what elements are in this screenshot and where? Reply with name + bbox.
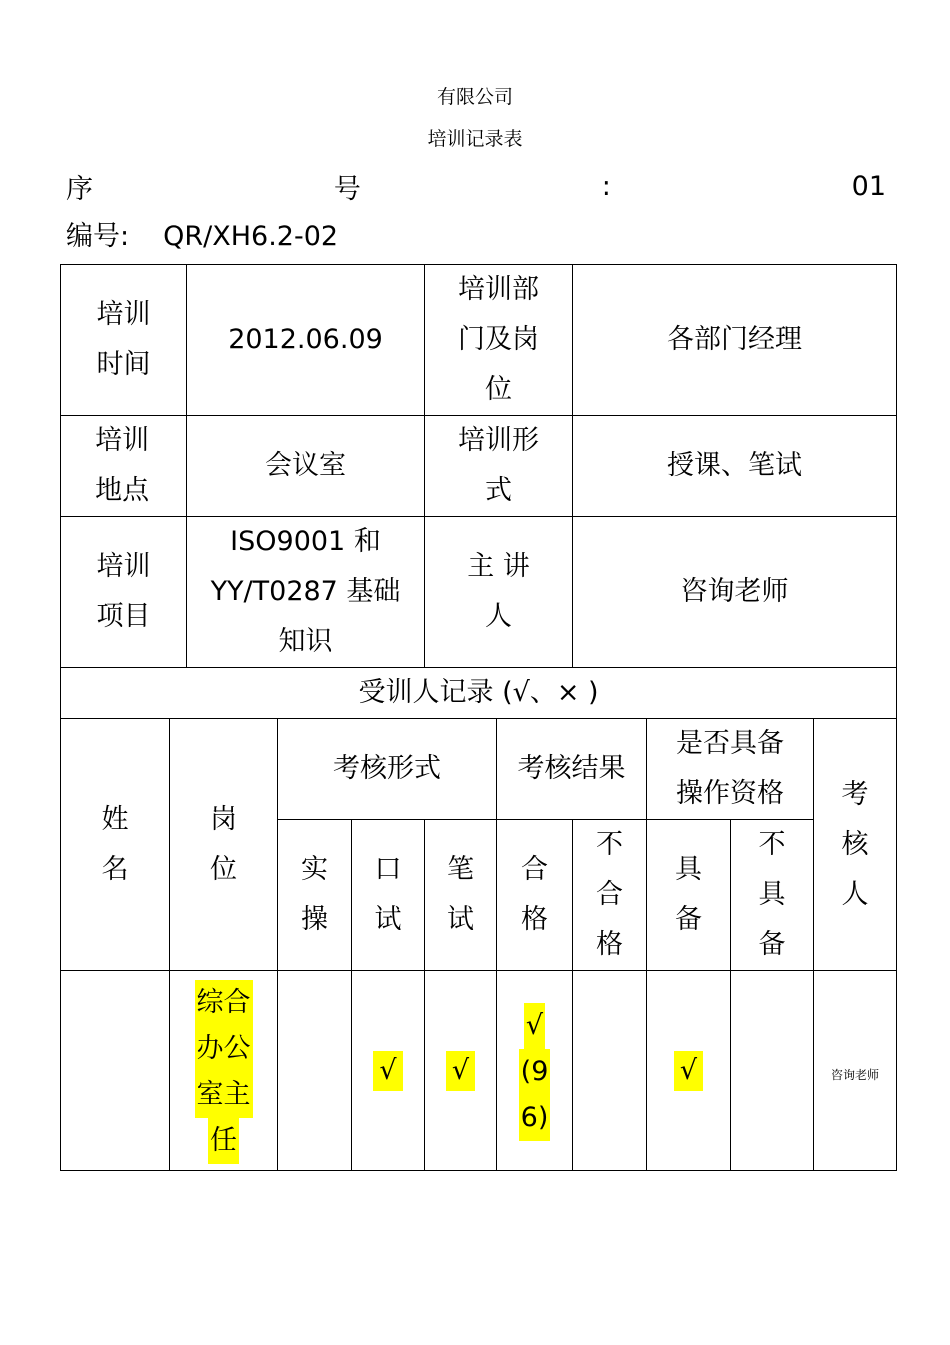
oral-header-cell (352, 820, 425, 971)
fail-header-cell (573, 820, 647, 971)
trainee-position-line-2: 办公 (195, 1026, 253, 1072)
training-form-label: 培训形式 (458, 425, 540, 506)
training-place-value: 会议室 (265, 450, 346, 481)
oral-header: 口试 (374, 854, 402, 935)
form-title: 培训记录表 (427, 128, 523, 150)
serial-label-1: 序 (66, 173, 93, 205)
name-header-cell (61, 719, 170, 971)
qualified-yes-header: 具备 (675, 854, 703, 935)
training-form-value: 授课、笔试 (667, 450, 803, 481)
training-project-value: ISO9001 和 YY/T0287 基础知识 (210, 526, 401, 657)
training-dept-label: 培训部门及岗位 (458, 274, 540, 405)
training-dept-value: 各部门经理 (667, 324, 803, 355)
pass-mark (519, 1003, 551, 1141)
qualified-yes-header-cell (647, 820, 731, 971)
lecturer-value: 咨询老师 (680, 576, 789, 607)
examiner-header-cell (814, 719, 897, 971)
serial-label-2: 号 (333, 173, 361, 205)
lecturer-label-cell (425, 517, 573, 668)
info-row-place (61, 416, 897, 517)
trainee-position-cell (170, 971, 278, 1171)
trainee-name-cell (61, 971, 170, 1171)
training-time-label-cell (61, 265, 187, 416)
training-place-value-cell (187, 416, 425, 517)
fail-header: 不合格 (596, 829, 624, 960)
qualified-no-header: 不具备 (758, 829, 786, 960)
written-header: 笔试 (447, 854, 475, 935)
fail-mark-cell (573, 971, 647, 1171)
pass-mark-line-1: √ (524, 1003, 545, 1049)
info-row-time (61, 265, 897, 416)
practical-header-cell (278, 820, 352, 971)
trainee-position-line-4: 任 (208, 1118, 239, 1164)
position-header-cell (170, 719, 278, 971)
practical-header: 实操 (301, 854, 328, 935)
qualified-header-cell (647, 719, 814, 820)
qualified-yes-mark-cell (647, 971, 731, 1171)
qualified-yes-mark: √ (674, 1051, 703, 1091)
training-dept-label-cell (425, 265, 573, 416)
training-form-label-cell (425, 416, 573, 517)
oral-mark: √ (373, 1051, 402, 1091)
trainee-position-line-3: 室主 (195, 1072, 253, 1118)
trainee-position-line-1: 综合 (195, 980, 253, 1026)
training-time-value: 2012.06.09 (228, 324, 383, 355)
training-place-label: 培训地点 (95, 425, 150, 506)
serial-number-row (66, 166, 886, 206)
exam-result-header-cell (497, 719, 647, 820)
exam-form-header-cell (278, 719, 497, 820)
qualified-no-mark-cell (731, 971, 814, 1171)
records-section-title-cell (61, 668, 897, 719)
records-section-row (61, 668, 897, 719)
training-project-value-cell (187, 517, 425, 668)
info-row-project (61, 517, 897, 668)
exam-form-header: 考核形式 (333, 753, 441, 784)
lecturer-value-cell (573, 517, 897, 668)
code-value: QR/XH6.2-02 (163, 221, 339, 252)
qualified-header: 是否具备操作资格 (676, 728, 785, 809)
pass-header-cell (497, 820, 573, 971)
training-dept-value-cell (573, 265, 897, 416)
trainee-position (195, 980, 253, 1164)
records-section-title: 受训人记录 (√、× ) (358, 677, 599, 708)
qualified-no-header-cell (731, 820, 814, 971)
examiner-name: 咨询老师 (831, 1067, 880, 1082)
table-row (61, 971, 897, 1171)
training-form-value-cell (573, 416, 897, 517)
pass-mark-line-3: 6) (519, 1095, 551, 1141)
training-time-value-cell (187, 265, 425, 416)
exam-result-header: 考核结果 (517, 753, 626, 784)
written-header-cell (425, 820, 497, 971)
lecturer-label: 主 讲 人 (467, 551, 530, 632)
position-header: 岗位 (210, 803, 237, 885)
records-header-row-1 (61, 719, 897, 820)
company-name: 有限公司 (436, 86, 513, 108)
oral-mark-cell (352, 971, 425, 1171)
document-code-row (66, 214, 338, 253)
serial-colon: : (601, 170, 611, 202)
training-project-label-cell (61, 517, 187, 668)
written-mark: √ (446, 1051, 475, 1091)
code-label: 编号: (66, 221, 130, 252)
examiner-cell (814, 971, 897, 1171)
serial-value: 01 (851, 170, 886, 202)
training-place-label-cell (61, 416, 187, 517)
practical-mark-cell (278, 971, 352, 1171)
examiner-header: 考核人 (841, 778, 869, 910)
training-project-label: 培训项目 (96, 551, 151, 632)
pass-mark-line-2: (9 (519, 1049, 551, 1095)
name-header: 姓名 (101, 803, 129, 885)
pass-header: 合格 (521, 854, 549, 935)
written-mark-cell (425, 971, 497, 1171)
training-time-label: 培训时间 (96, 299, 151, 380)
training-record-table (60, 264, 897, 1171)
pass-mark-cell (497, 971, 573, 1171)
